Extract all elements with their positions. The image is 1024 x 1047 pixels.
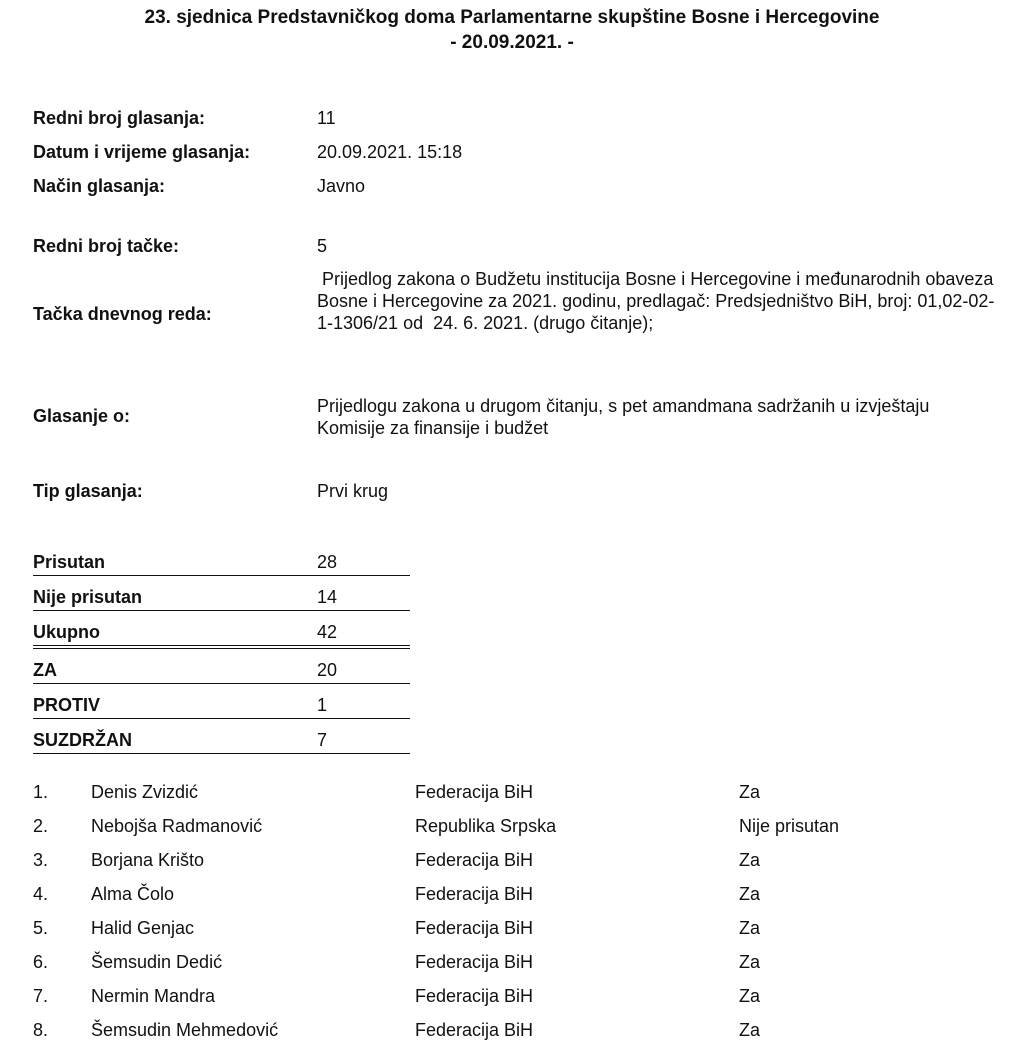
member-name: Denis Zvizdić: [91, 781, 199, 802]
member-entity: Federacija BiH: [415, 951, 534, 972]
member-row: [33, 843, 939, 877]
member-entity: Federacija BiH: [415, 1019, 534, 1040]
member-row: [33, 1013, 939, 1047]
member-name: Nebojša Radmanović: [91, 815, 263, 836]
member-number: 6.: [33, 951, 49, 972]
value-glasanje-o: Prijedlogu zakona u drugom čitanju, s pet amandmana sadržanih u izvještaju Komisije za finansije i budžet: [317, 396, 930, 438]
member-vote: Za: [739, 985, 761, 1006]
member-vote: Za: [739, 849, 761, 870]
vote-summary-table: [33, 541, 410, 754]
member-entity: Federacija BiH: [415, 781, 534, 802]
member-entity: Federacija BiH: [415, 883, 534, 904]
label-redni-broj-glasanja: Redni broj glasanja:: [33, 108, 206, 128]
member-vote: Za: [739, 917, 761, 938]
summary-row: [33, 684, 410, 719]
label-datum-vrijeme: Datum i vrijeme glasanja:: [33, 142, 251, 162]
member-name: Šemsudin Mehmedović: [91, 1019, 279, 1040]
member-entity: Federacija BiH: [415, 985, 534, 1006]
label-nacin-glasanja: Način glasanja:: [33, 176, 166, 196]
member-row: [33, 775, 939, 809]
summary-label: ZA: [33, 647, 317, 684]
member-row: [33, 809, 939, 843]
member-vote: Nije prisutan: [739, 815, 840, 836]
member-entity: Republika Srpska: [415, 815, 557, 836]
summary-value: 28: [317, 541, 410, 576]
summary-row: [33, 647, 410, 684]
label-tip-glasanja: Tip glasanja:: [33, 481, 143, 501]
summary-row: [33, 611, 410, 648]
summary-row: [33, 541, 410, 576]
summary-value: 14: [317, 576, 410, 611]
value-tacka-dnevnog-reda: Prijedlog zakona o Budžetu institucija Bosne i Hercegovine i međunarodnih obaveza Bosne i Hercegovine za 2021. godinu, predlagač: Predsjedništvo BiH, broj: 01,02-02-1-1306/21 od 24. 6. 2021. (drugo čitanje);: [317, 269, 999, 333]
member-number: 4.: [33, 883, 49, 904]
member-vote: Za: [739, 951, 761, 972]
value-redni-broj-glasanja: 11: [317, 108, 336, 128]
member-row: [33, 911, 939, 945]
value-nacin-glasanja: Javno: [317, 176, 366, 196]
member-name: Nermin Mandra: [91, 985, 216, 1006]
member-name: Halid Genjac: [91, 917, 195, 938]
document-title: 23. sjednica Predstavničkog doma Parlamentarne skupštine Bosne i Hercegovine: [144, 7, 880, 28]
member-name: Alma Čolo: [91, 883, 175, 904]
label-tacka-dnevnog-reda: Tačka dnevnog reda:: [33, 304, 212, 324]
member-number: 8.: [33, 1019, 49, 1040]
member-vote: Za: [739, 781, 761, 802]
member-vote: Za: [739, 1019, 761, 1040]
summary-value: 7: [317, 719, 410, 754]
summary-label: Nije prisutan: [33, 576, 317, 611]
value-tip-glasanja: Prvi krug: [317, 481, 389, 501]
value-datum-vrijeme: 20.09.2021. 15:18: [317, 142, 463, 162]
summary-label: Prisutan: [33, 541, 317, 576]
summary-label: Ukupno: [33, 611, 317, 648]
summary-value: 20: [317, 647, 410, 684]
summary-label: SUZDRŽAN: [33, 719, 317, 754]
member-number: 5.: [33, 917, 49, 938]
member-entity: Federacija BiH: [415, 917, 534, 938]
member-row: [33, 877, 939, 911]
summary-row: [33, 719, 410, 754]
label-glasanje-o: Glasanje o:: [33, 406, 131, 426]
label-redni-broj-tacke: Redni broj tačke:: [33, 236, 180, 256]
member-name: Šemsudin Dedić: [91, 951, 223, 972]
member-name: Borjana Krišto: [91, 849, 205, 870]
summary-value: 1: [317, 684, 410, 719]
summary-value: 42: [317, 611, 410, 648]
member-row: [33, 979, 939, 1013]
member-vote: Za: [739, 883, 761, 904]
member-number: 2.: [33, 815, 49, 836]
member-number: 1.: [33, 781, 49, 802]
member-number: 3.: [33, 849, 49, 870]
document-date-subtitle: - 20.09.2021. -: [450, 32, 574, 53]
summary-label: PROTIV: [33, 684, 317, 719]
value-redni-broj-tacke: 5: [317, 236, 328, 256]
member-number: 7.: [33, 985, 49, 1006]
summary-row: [33, 576, 410, 611]
member-row: [33, 945, 939, 979]
member-entity: Federacija BiH: [415, 849, 534, 870]
member-votes-table: [33, 775, 939, 1047]
